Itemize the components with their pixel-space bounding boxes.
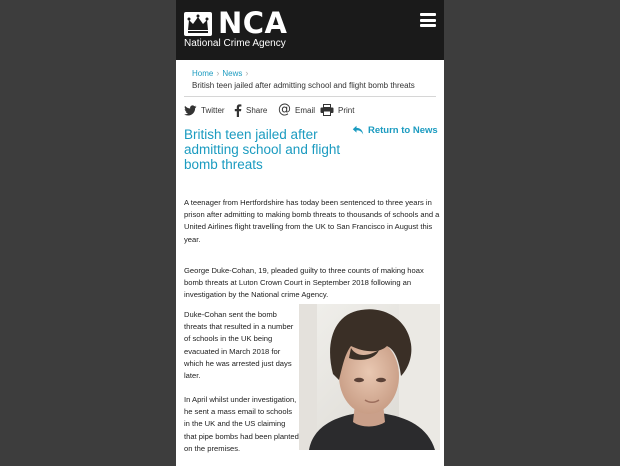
- article-paragraph: A teenager from Hertfordshire has today been sentenced to three years in prison after admitting to making bomb threats to thousands of schools and a United Airlines flight travelling from the UK to San Francisco in August this year.: [184, 198, 440, 244]
- facebook-label: Share: [246, 105, 268, 115]
- return-to-news-label: Return to News: [368, 125, 438, 136]
- mobile-page: [176, 0, 444, 466]
- article-paragraph: Duke-Cohan sent the bomb threats that resulted in a number of schools in the UK being evacuated in March 2018 for which he was arrested just days later.: [184, 310, 294, 381]
- article-title: British teen jailed after admitting school and flight bomb threats: [184, 127, 341, 172]
- breadcrumb-news-link[interactable]: News: [222, 69, 243, 78]
- chevron-right-icon: ›: [216, 68, 220, 78]
- site-header: [176, 0, 444, 60]
- return-arrow-icon: [352, 125, 364, 136]
- agency-name: National Crime Agency: [184, 38, 286, 49]
- twitter-label: Twitter: [201, 105, 225, 115]
- facebook-icon: [234, 104, 242, 117]
- article-photo: [299, 304, 440, 450]
- share-facebook-button[interactable]: [234, 102, 267, 118]
- twitter-icon: [184, 105, 197, 116]
- breadcrumb-current: British teen jailed after admitting school and flight bomb threats: [192, 81, 415, 90]
- share-email-button[interactable]: [278, 102, 315, 118]
- crown-logo-icon[interactable]: [184, 12, 212, 36]
- chevron-right-icon: ›: [245, 68, 249, 78]
- article-paragraph: George Duke-Cohan, 19, pleaded guilty to three counts of making hoax bomb threats at Luton Crown Court in September 2018 following an investigation by the National crime Agency.: [184, 266, 424, 300]
- printer-icon: [320, 104, 334, 116]
- return-to-news-link[interactable]: [352, 125, 438, 136]
- email-icon: @: [278, 102, 291, 117]
- share-twitter-button[interactable]: [184, 102, 225, 118]
- hamburger-menu-icon[interactable]: [420, 13, 436, 27]
- breadcrumb-home-link[interactable]: Home: [192, 69, 214, 78]
- print-button[interactable]: [320, 102, 354, 118]
- email-label: Email: [295, 105, 316, 115]
- share-bar: [184, 102, 436, 118]
- article-paragraph: In April whilst under investigation, he sent a mass email to schools in the UK and the US claiming that pipe bombs had been planted on the premises.: [184, 395, 299, 453]
- print-label: Print: [338, 105, 355, 115]
- site-logo-text[interactable]: NCA: [218, 6, 288, 40]
- breadcrumb: [184, 64, 436, 97]
